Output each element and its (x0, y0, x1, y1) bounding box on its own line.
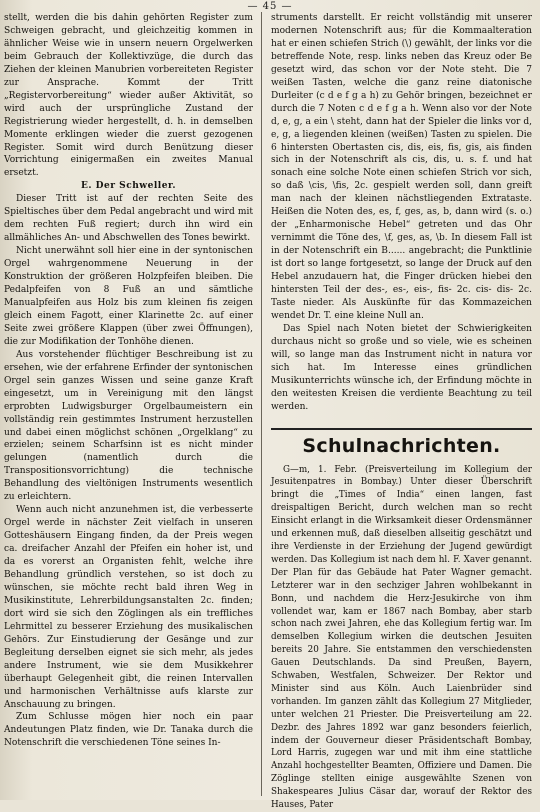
paragraph: Das Spiel nach Noten bietet der Schwierigkeiten durchaus nicht so große und so viele, wie es scheinen will, so lange man das Instrument nicht in natura vor sich hat. Im Interesse eines gründlichen Musikunterrichts wünsche ich, der Erfindung möchte in den weitesten Kreisen die verdiente Beachtung zu teil werden. (271, 323, 532, 412)
right-column (271, 12, 532, 812)
page-number: — 45 — (247, 1, 293, 12)
paragraph: Aus vorstehender flüchtiger Beschreibung ist zu ersehen, wie der erfahrene Erfinder der syntonischen Orgel sein ganzes Wissen und seine ganze Kraft eingesetzt, um in Vereinigung mit den längst erprobten Ludwigsburger Orgelbaumeistern ein vollständig rein gestimmtes Instrument herzustellen und dabei einen möglichst schönen „Orgelklang“ zu erzielen; seinem Scharfsinn ist es nicht minder gelungen (namentlich durch die Transpositionsvorrichtung) die technische Behandlung des vieltönigen Instruments wesentlich zu erleichtern. (4, 349, 253, 503)
paragraph: Nicht unerwähnt soll hier eine in der syntonischen Orgel wahrgenommene Neuerung in der Konstruktion der größeren Holzpfeifen bleiben. Die Pedalpfeifen von 8 Fuß an und sämtliche Manualpfeifen aus Holz bis zum kleinen fis zeigen gleich einem Fagott, einer Klarinette 2c. auf einer Seite zwei größere Klappen (über zwei Öffnungen), die zur Modifikation der Tonhöhe dienen. (4, 246, 253, 347)
column-divider (261, 12, 262, 796)
subsection-heading: E. Der Schweller. (80, 181, 177, 192)
paragraph: stellt, werden die bis dahin gehörten Register zum Schweigen gebracht, und gleichzeitig kommen in ähnlicher Weise wie in unsern neuern Orgelwerken beim Gebrauch der Kollektivzüge, die durch das Ziehen der kleinen Manubrien vorbereiteten Register zur Ansprache. Kommt der Tritt „Registervorbereitung“ wieder außer Aktivität, so wird auch der ursprüngliche Zustand der Registrierung wieder hergestellt, d. h. in demselben Momente erklingen wieder die zuerst gezogenen Register. Somit wird durch Benützung dieser Vorrichtung einigermaßen ein zweites Manual ersetzt. (4, 13, 253, 179)
paragraph: Zum Schlusse mögen hier noch ein paar Andeutungen Platz finden, wie Dr. Tanaka durch die Notenschrift die verschiedenen Töne seines In- (4, 712, 253, 749)
left-column (4, 12, 253, 750)
paragraph: struments darstellt. Er reicht vollständig mit unserer modernen Notenschrift aus; für die Kommaalteration hat er einen schiefen Strich (\) gewählt, der links vor die betreffende Note, resp. links neben das Kreuz oder Be gesetzt wird, das schon vor der Note steht. Die 7 weißen Tasten, welche die ganz reine diatonische Durleiter (c d e f g a h) zu Gehör bringen, bezeichnet er durch die 7 Noten c d e f g a h. Wenn also vor der Note d, e, g, a ein \ steht, dann hat der Spieler die links vor d, e, g, a liegenden kleinen (weißen) Tasten zu spielen. Die 6 hintersten Obertasten cis, dis, eis, fis, gis, ais finden sich in der Notenschrift als cis, dis, u. s. f. und hat sonach eine solche Note einen schiefen Strich vor sich, so daß \cis, \fis, 2c. gespielt werden soll, dann greift man nach der kleinen nächstliegenden Extrataste. Heißen die Noten des, es, f, ges, as, b, dann wird (s. o.) der „Enharmonische Hebel“ getreten und das Ohr vernimmt die Töne des, \f, ges, as, \b. In diesem Fall ist in der Notenschrift ein B...... angebracht; die Punktlinie ist dort so lange fortgesetzt, so lange der Druck auf den Hebel anzudauern hat, die Finger drücken hiebei den hintersten Teil der des-, es-, eis-, fis- 2c. cis- dis- 2c. Taste nieder. Als Auskünfte für das Kommazeichen wendet Dr. T. eine kleine Null an. (271, 13, 532, 321)
paragraph: Dieser Tritt ist auf der rechten Seite des Spieltisches über dem Pedal angebracht und wird mit dem rechten Fuß regiert; durch ihn wird ein allmähliches An- und Abschwellen des Tones bewirkt. (4, 194, 253, 244)
section-heading: Schulnachrichten. (271, 428, 532, 458)
news-item: G—m, 1. Febr. (Preisverteilung im Kollegium der Jesuitenpatres in Bombay.) Unter dieser Überschrift bringt die „Times of India“ einen langen, fast dreispaltigen Bericht, durch welchen man so recht Einsicht erlangt in die Wirksamkeit dieser Ordensmänner und erkennen muß, daß dieselben allseitig geschätzt und ihre Verdienste in der Erziehung der Jugend gewürdigt werden. Das Kollegium ist nach dem hl. F. Xaver genannt. Der Plan für das Gebäude hat Pater Wagner gemacht. Letzterer war in den sechziger Jahren wohlbekannt in Bonn, und nachdem die Herz-Jesukirche von ihm vollendet war, kam er 1867 nach Bombay, aber starb schon nach zwei Jahren, ehe das Kollegium fertig war. Im demselben Kollegium wirken die deutschen Jesuiten bereits 20 Jahre. Sie entstammen den verschiedensten Gauen Deutschlands. Da sind Preußen, Bayern, Schwaben, Westfalen, Schweizer. Der Rektor und Minister sind aus Köln. Auch Laienbrüder sind vorhanden. Im ganzen zählt das Kollegium 27 Mitglieder, unter welchen 21 Priester. Die Preisverteilung am 22. Dezbr. des Jahres 1892 war ganz besonders feierlich, indem der Gouverneur dieser Präsidentschaft Bombay, Lord Harris, zugegen war und mit ihm eine stattliche Anzahl hochgestellter Beamten, Offiziere und Damen. Die Zöglinge stellten einige ausgewählte Szenen von Shakespeares Julius Cäsar dar, worauf der Rektor des Hauses, Pater (271, 464, 532, 811)
paragraph: Wenn auch nicht anzunehmen ist, die verbesserte Orgel werde in nächster Zeit vielfach in unseren Gotteshäusern Eingang finden, da der Preis wegen ca. dreifacher Anzahl der Pfeifen ein hoher ist, und da es vorerst an Organisten fehlt, welche ihre Behandlung gründlich verstehen, so ist doch zu wünschen, sie möchte recht bald ihren Weg in Musikinstitute, Lehrerbildungsanstalten 2c. finden; dort wird sie sich den Zöglingen als ein treffliches Lehrmittel zu besserer Erziehung des musikalischen Gehörs. Zur Einstudierung der Gesänge und zur Begleitung derselben eignet sie sich mehr, als jedes andere Instrument, wie sie dem Musikkehrer überhaupt Gelegenheit gibt, die reinen Intervallen und harmonischen Verhältnisse aufs klarste zur Anschauung zu bringen. (4, 505, 253, 710)
